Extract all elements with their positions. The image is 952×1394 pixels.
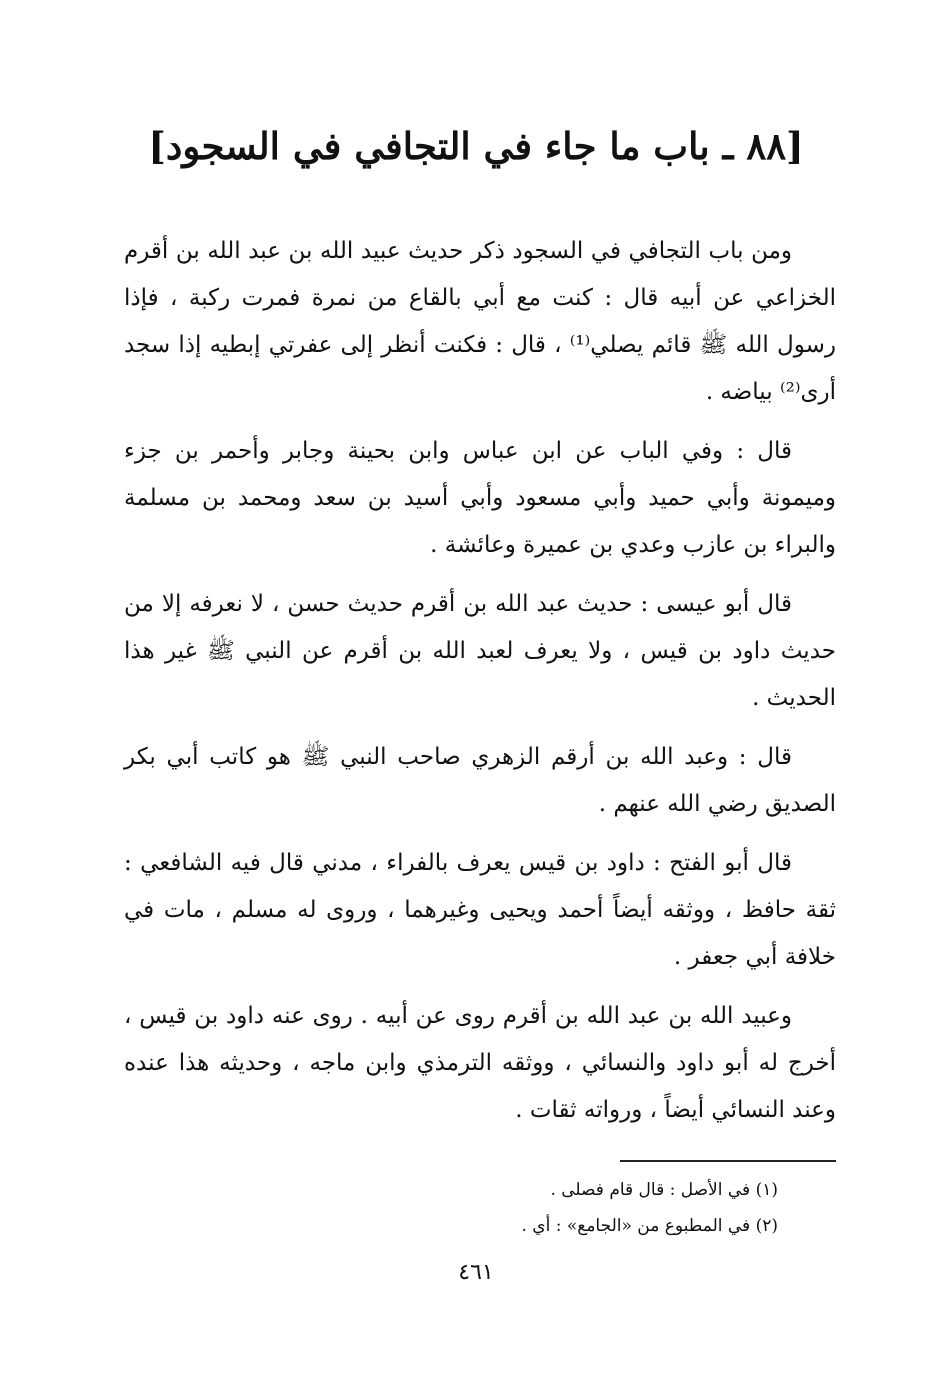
paragraph-4: قال : وعبد الله بن أرقم الزهري صاحب النبي ﷺ هو كاتب أبي بكر الصديق رضي الله عنهم .: [124, 744, 836, 817]
paragraph-5: قال أبو الفتح : داود بن قيس يعرف بالفراء ، مدني قال فيه الشافعي : ثقة حافظ ، ووثقه أيضاً أحمد ويحيى وغيرهما ، وروى له مسلم ، مات في خلافة أبي جعفر .: [124, 850, 836, 970]
body-text: [124, 228, 836, 1146]
footnote-1: (١) في الأصل : قال قام فصلى .: [550, 1180, 778, 1200]
footnote-2: (٢) في المطبوع من «الجامع» : أي .: [521, 1216, 778, 1236]
chapter-heading: [٨٨ ـ باب ما جاء في التجافي في السجود]: [148, 124, 804, 168]
paragraph-3: قال أبو عيسى : حديث عبد الله بن أقرم حديث حسن ، لا نعرفه إلا من حديث داود بن قيس ، ولا يعرف لعبد الله بن أقرم عن النبي ﷺ غير هذا الحديث .: [124, 591, 836, 711]
paragraph-6: وعبيد الله بن عبد الله بن أقرم روى عن أبيه . روى عنه داود بن قيس ، أخرج له أبو داود والنسائي ، ووثقه الترمذي وابن ماجه ، وحديثه هذا عنده وعند النسائي أيضاً ، ورواته ثقات .: [124, 1003, 836, 1123]
paragraph-2: قال : وفي الباب عن ابن عباس وابن بحينة وجابر وأحمر بن جزء وميمونة وأبي حميد وأبي مسعود وأبي أسيد بن سعد ومحمد بن مسلمة والبراء بن عازب وعدي بن عميرة وعائشة .: [124, 438, 836, 558]
footnotes: [400, 1172, 778, 1244]
page-number: ٤٦١: [458, 1260, 494, 1285]
footnote-divider: [620, 1160, 836, 1162]
paragraph-1: ومن باب التجافي في السجود ذكر حديث عبيد الله بن عبد الله بن أقرم الخزاعي عن أبيه قال : كنت مع أبي بالقاع من نمرة فمرت ركبة ، فإذا رسول الله ﷺ قائم يصلي⁽¹⁾ ، قال : فكنت أنظر إلى عفرتي إبطيه إذا سجد أرى⁽²⁾ بياضه .: [124, 238, 836, 405]
